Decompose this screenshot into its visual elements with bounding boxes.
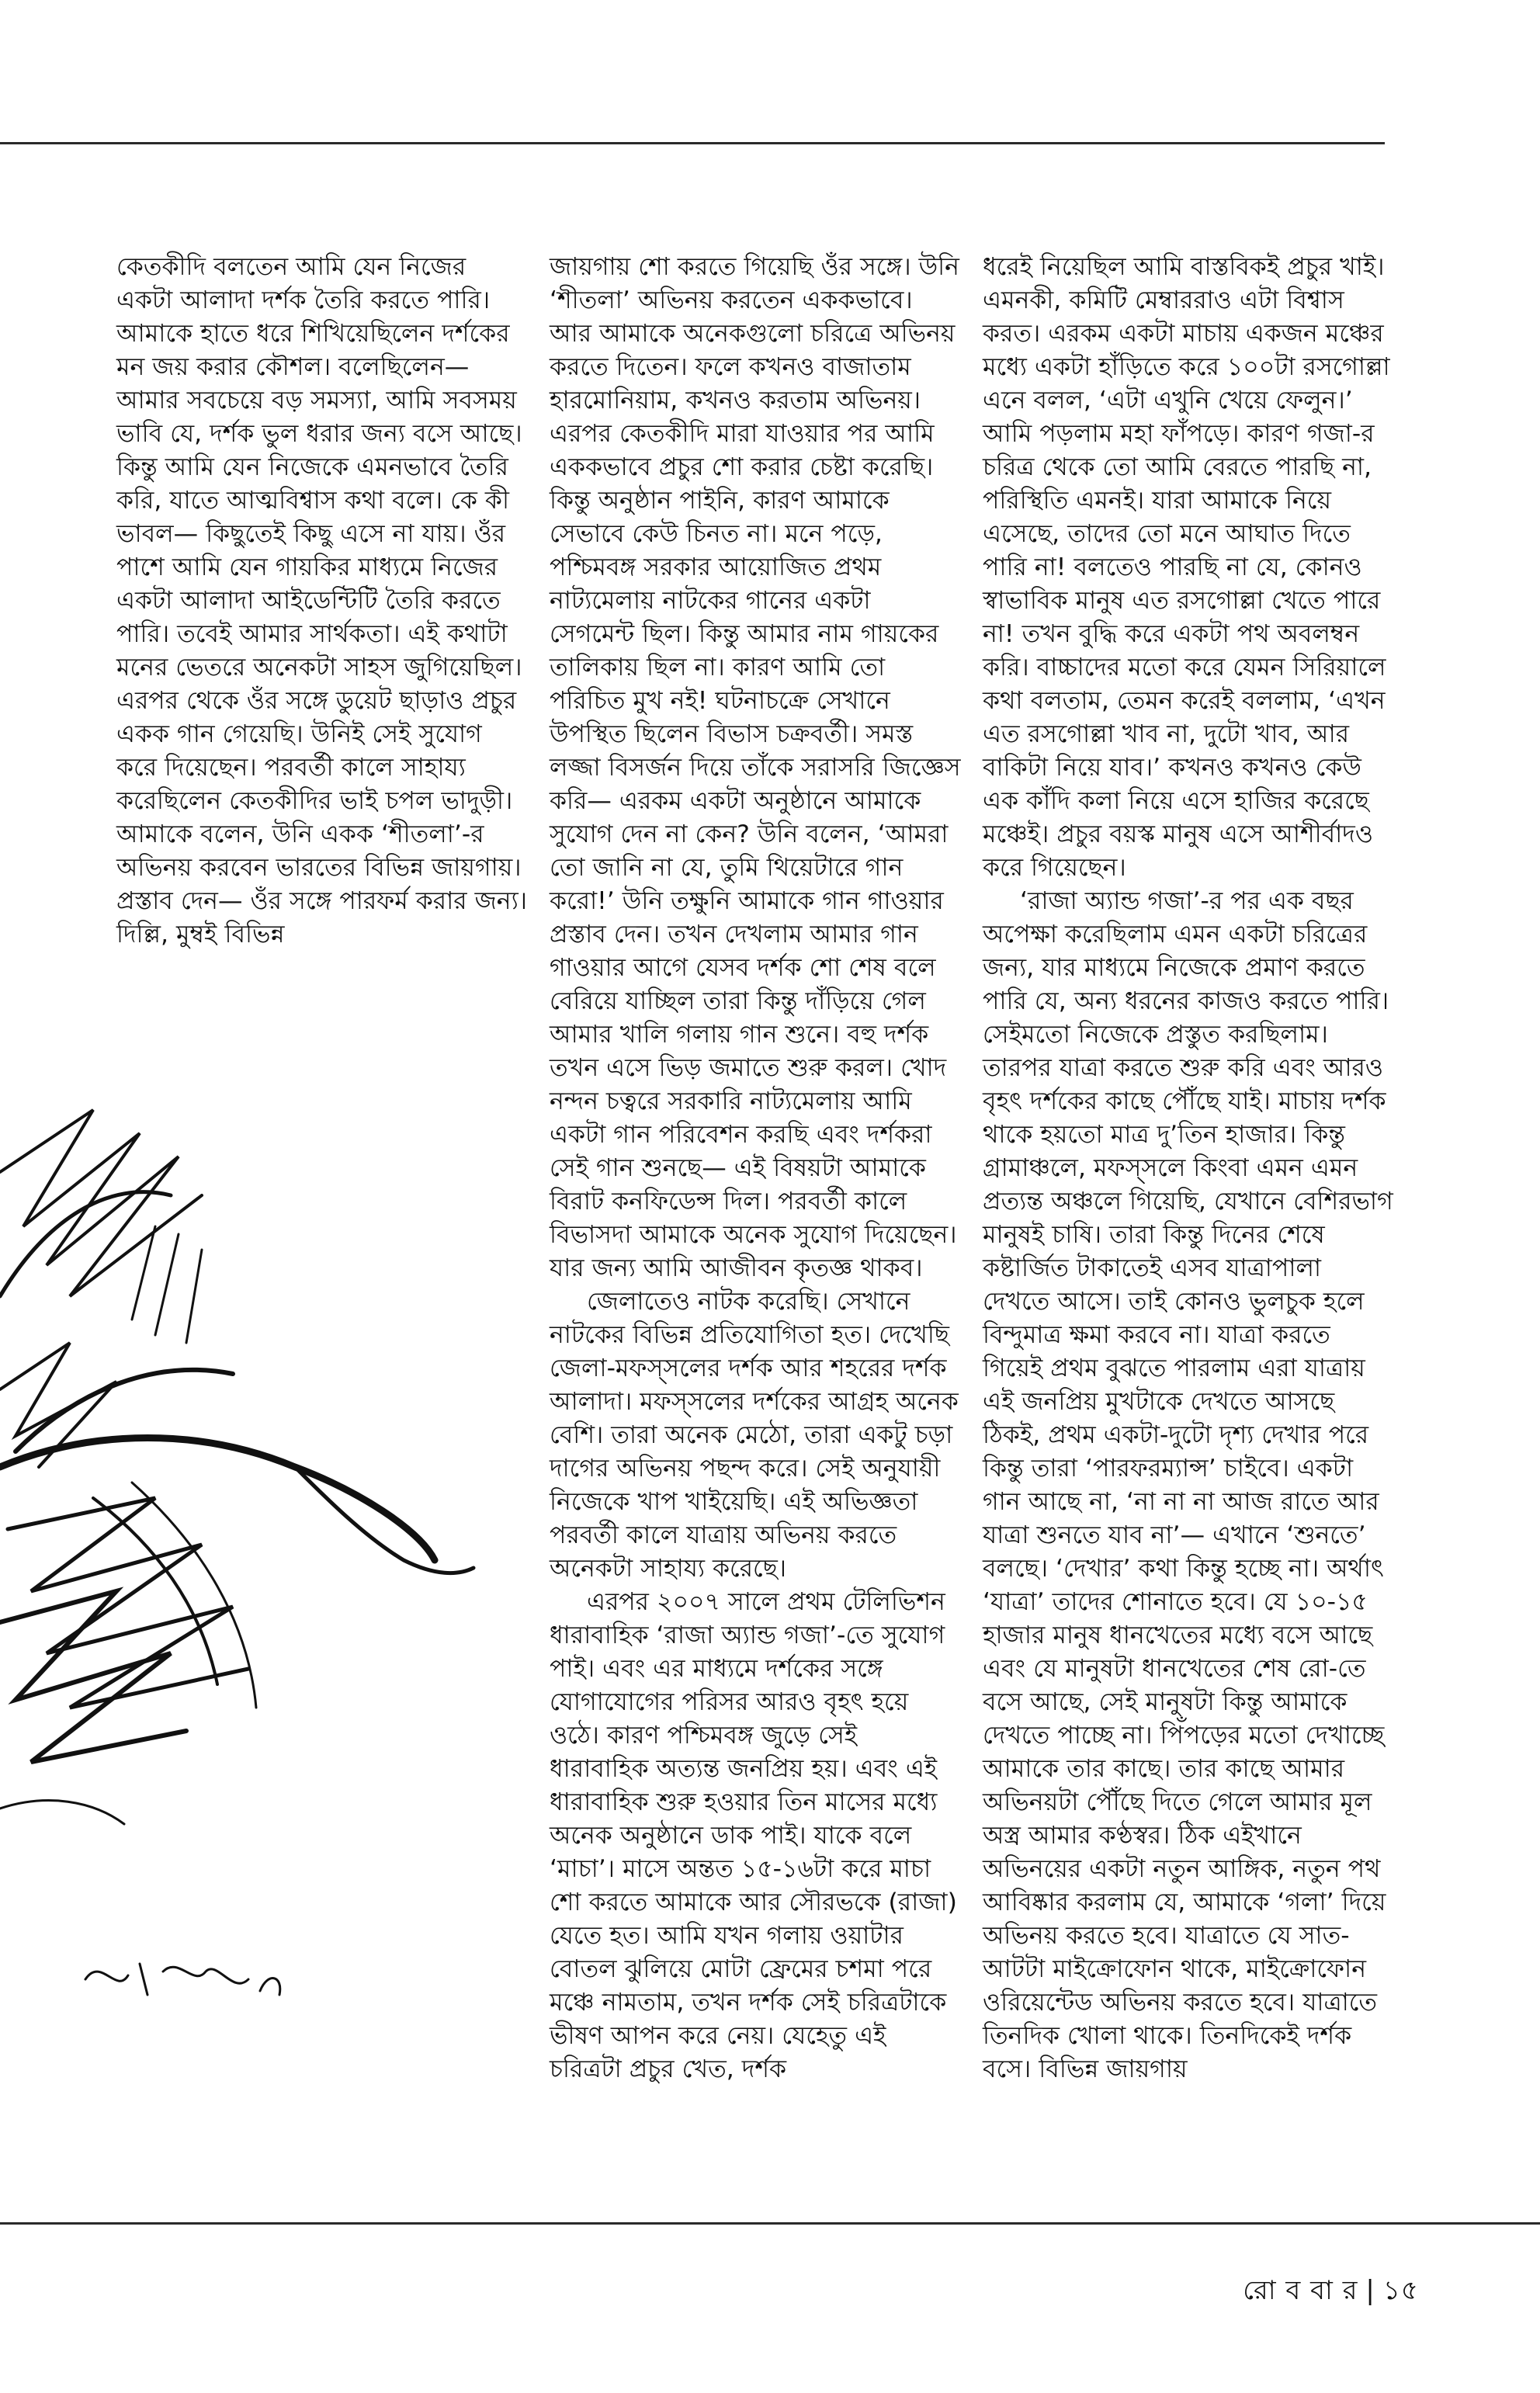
column-2-paragraph-3: এরপর ২০০৭ সালে প্রথম টেলিভিশন ধারাবাহিক ‘রাজা অ্যান্ড গজা’-তে সুযোগ পাই। এবং এর মাধ্যমে দর্শকের সঙ্গে যোগাযোগের পরিসর আরও বৃহৎ হয়ে ওঠে। কারণ পশ্চিমবঙ্গ জুড়ে সেই ধারাবাহিক অত্যন্ত জনপ্রিয় হয়। এবং এই ধারাবাহিক শুরু হওয়ার তিন মাসের মধ্যে অনেক অনুষ্ঠানে ডাক পাই। যাকে বলে ‘মাচা’। মাসে অন্তত ১৫-১৬টা করে মাচা শো করতে আমাকে আর সৌরভকে (রাজা) যেতে হত। আমি যখন গলায় ওয়াটার বোতল ঝুলিয়ে মোটা ফ্রেমের চশমা পরে মঞ্চে নামতাম, তখন দর্শক সেই চরিত্রটাকে ভীষণ আপন করে নেয়। যেহেতু এই চরিত্রটা প্রচুর খেত, দর্শক xyxy=(550,1588,957,2083)
portrait-sketch-illustration xyxy=(0,1063,543,2072)
column-3-paragraph-1: ধরেই নিয়েছিল আমি বাস্তবিকই প্রচুর খাই। এমনকী, কমিটি মেম্বাররাও এটা বিশ্বাস করত। এরকম একটা মাচায় একজন মঞ্চের মধ্যে একটা হাঁড়িতে করে ১০০টা রসগোল্লা এনে বলল, ‘এটা এখুনি খেয়ে ফেলুন।’ আমি পড়লাম মহা ফাঁপড়ে। কারণ গজা-র চরিত্র থেকে তো আমি বেরতে পারছি না, পরিস্থিতি এমনই। যারা আমাকে নিয়ে এসেছে, তাদের তো মনে আঘাত দিতে পারি না! বলতেও পারছি না যে, কোনও স্বাভাবিক মানুষ এত রসগোল্লা খেতে পারে না! তখন বুদ্ধি করে একটা পথ অবলম্বন করি। বাচ্চাদের মতো করে যেমন সিরিয়ালে কথা বলতাম, তেমন করেই বললাম, ‘এখন এত রসগোল্লা খাব না, দুটো খাব, আর বাকিটা নিয়ে যাব।’ কখনও কখনও কেউ এক কাঁদি কলা নিয়ে এসে হাজির করেছে মঞ্চেই। প্রচুর বয়স্ক মানুষ এসে আশীর্বাদও করে গিয়েছেন। xyxy=(983,253,1390,882)
artist-signature-mark xyxy=(85,1964,280,1995)
article-column-3 xyxy=(983,251,1394,2086)
bottom-rule xyxy=(0,2222,1540,2225)
article-column-2 xyxy=(550,251,961,2086)
column-2-paragraph-1: জায়গায় শো করতে গিয়েছি ওঁর সঙ্গে। উনি ‘শীতলা’ অভিনয় করতেন এককভাবে। আর আমাকে অনেকগুলো চরিত্রে অভিনয় করতে দিতেন। ফলে কখনও বাজাতাম হারমোনিয়াম, কখনও করতাম অভিনয়। এরপর কেতকীদি মারা যাওয়ার পর আমি এককভাবে প্রচুর শো করার চেষ্টা করেছি। কিন্তু অনুষ্ঠান পাইনি, কারণ আমাকে সেভাবে কেউ চিনত না। মনে পড়ে, পশ্চিমবঙ্গ সরকার আয়োজিত প্রথম নাট্যমেলায় নাটকের গানের একটা সেগমেন্ট ছিল। কিন্তু আমার নাম গায়কের তালিকায় ছিল না। কারণ আমি তো পরিচিত মুখ নই! ঘটনাচক্রে সেখানে উপস্থিত ছিলেন বিভাস চক্রবর্তী। সমস্ত লজ্জা বিসর্জন দিয়ে তাঁকে সরাসরি জিজ্ঞেস করি— এরকম একটা অনুষ্ঠানে আমাকে সুযোগ দেন না কেন? উনি বলেন, ‘আমরা তো জানি না যে, তুমি থিয়েটারে গান করো!’ উনি তক্ষুনি আমাকে গান গাওয়ার প্রস্তাব দেন। তখন দেখলাম আমার গান গাওয়ার আগে যেসব দর্শক শো শেষ বলে বেরিয়ে যাচ্ছিল তারা কিন্তু দাঁড়িয়ে গেল আমার খালি গলায় গান শুনে। বহু দর্শক তখন এসে ভিড় জমাতে শুরু করল। খোদ নন্দন চত্বরে সরকারি নাট্যমেলায় আমি একটা গান পরিবেশন করছি এবং দর্শকরা সেই গান শুনছে— এই বিষয়টা আমাকে বিরাট কনফিডেন্স দিল। পরবর্তী কালে বিভাসদা আমাকে অনেক সুযোগ দিয়েছেন। যার জন্য আমি আজীবন কৃতজ্ঞ থাকব। xyxy=(550,253,961,1282)
top-rule xyxy=(0,142,1385,144)
column-2-paragraph-2: জেলাতেও নাটক করেছি। সেখানে নাটকের বিভিন্ন প্রতিযোগিতা হত। দেখেছি জেলা-মফস্‌সলের দর্শক আর শহরের দর্শক আলাদা। মফস্‌সলের দর্শকের আগ্রহ অনেক বেশি। তারা অনেক মেঠো, তারা একটু চড়া দাগের অভিনয় পছন্দ করে। সেই অনুযায়ী নিজেকে খাপ খাইয়েছি। এই অভিজ্ঞতা পরবর্তী কালে যাত্রায় অভিনয় করতে অনেকটা সাহায্য করেছে। xyxy=(550,1288,959,1583)
magazine-name: রো ব বা র xyxy=(1243,2275,1358,2306)
footer-separator: | xyxy=(1365,2275,1375,2306)
page-footer xyxy=(1243,2270,1419,2315)
article-column-1 xyxy=(116,251,528,952)
column-1-paragraph-1: কেতকীদি বলতেন আমি যেন নিজের একটা আলাদা দর্শক তৈরি করতে পারি। আমাকে হাতে ধরে শিখিয়েছিলেন দর্শকের মন জয় করার কৌশল। বলেছিলেন— আমার সবচেয়ে বড় সমস্যা, আমি সবসময় ভাবি যে, দর্শক ভুল ধরার জন্য বসে আছে। কিন্তু আমি যেন নিজেকে এমনভাবে তৈরি করি, যাতে আত্মবিশ্বাস কথা বলে। কে কী ভাবল— কিছুতেই কিছু এসে না যায়। ওঁর পাশে আমি যেন গায়কির মাধ্যমে নিজের একটা আলাদা আইডেন্টিটি তৈরি করতে পারি। তবেই আমার সার্থকতা। এই কথাটা মনের ভেতরে অনেকটা সাহস জুগিয়েছিল। এরপর থেকে ওঁর সঙ্গে ডুয়েট ছাড়াও প্রচুর একক গান গেয়েছি। উনিই সেই সুযোগ করে দিয়েছেন। পরবর্তী কালে সাহায্য করেছিলেন কেতকীদির ভাই চপল ভাদুড়ী। আমাকে বলেন, উনি একক ‘শীতলা’-র অভিনয় করবেন ভারতের বিভিন্ন জায়গায়। প্রস্তাব দেন— ওঁর সঙ্গে পারফর্ম করার জন্য। দিল্লি, মুম্বই বিভিন্ন xyxy=(116,253,527,949)
page-number: ১৫ xyxy=(1382,2275,1419,2306)
column-3-paragraph-2: ‘রাজা অ্যান্ড গজা’-র পর এক বছর অপেক্ষা করেছিলাম এমন একটা চরিত্রের জন্য, যার মাধ্যমে নিজেকে প্রমাণ করতে পারি যে, অন্য ধরনের কাজও করতে পারি। সেইমতো নিজেকে প্রস্তুত করছিলাম। তারপর যাত্রা করতে শুরু করি এবং আরও বৃহৎ দর্শকের কাছে পৌঁছে যাই। মাচায় দর্শক থাকে হয়তো মাত্র দু’তিন হাজার। কিন্তু গ্রামাঞ্চলে, মফস্‌সলে কিংবা এমন এমন প্রত্যন্ত অঞ্চলে গিয়েছি, যেখানে বেশিরভাগ মানুষই চাষি। তারা কিন্তু দিনের শেষে কষ্টার্জিত টাকাতেই এসব যাত্রাপালা দেখতে আসে। তাই কোনও ভুলচুক হলে বিন্দুমাত্র ক্ষমা করবে না। যাত্রা করতে গিয়েই প্রথম বুঝতে পারলাম এরা যাত্রায় এই জনপ্রিয় মুখটাকে দেখতে আসছে ঠিকই, প্রথম একটা-দুটো দৃশ্য দেখার পরে কিন্তু তারা ‘পারফরম্যান্স’ চাইবে। একটা গান আছে না, ‘না না না আজ রাতে আর যাত্রা শুনতে যাব না’— এখানে ‘শুনতে’ বলছে। ‘দেখার’ কথা কিন্তু হচ্ছে না। অর্থাৎ ‘যাত্রা’ তাদের শোনাতে হবে। যে ১০-১৫ হাজার মানুষ ধানখেতের মধ্যে বসে আছে এবং যে মানুষটা ধানখেতের শেষ রো-তে বসে আছে, সেই মানুষটা কিন্তু আমাকে দেখতে পাচ্ছে না। পিঁপড়ের মতো দেখাচ্ছে আমাকে তার কাছে। তার কাছে আমার অভিনয়টা পৌঁছে দিতে গেলে আমার মূল অস্ত্র আমার কণ্ঠস্বর। ঠিক এইখানে অভিনয়ের একটা নতুন আঙ্গিক, নতুন পথ আবিষ্কার করলাম যে, আমাকে ‘গলা’ দিয়ে অভিনয় করতে হবে। যাত্রাতে যে সাত-আটটা মাইক্রোফোন থাকে, মাইক্রোফোন ওরিয়েন্টেড অভিনয় করতে হবে। যাত্রাতে তিনদিক খোলা থাকে। তিনদিকেই দর্শক বসে। বিভিন্ন জায়গায় xyxy=(983,887,1393,2083)
